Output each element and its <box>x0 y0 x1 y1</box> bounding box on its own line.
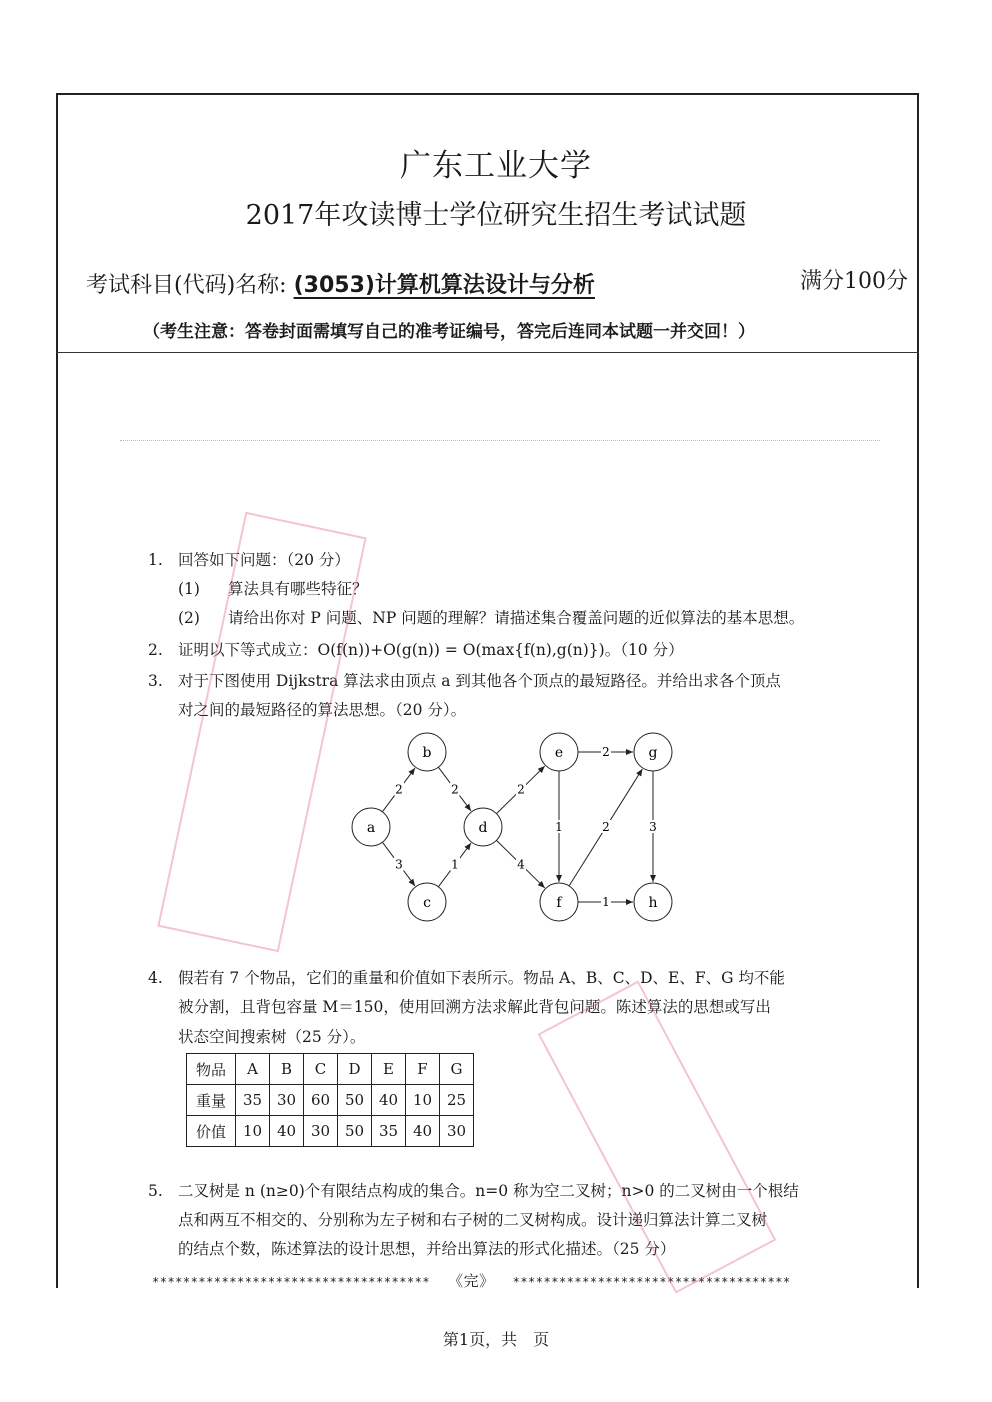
table-row-values <box>187 1116 474 1147</box>
table-cell: 60 <box>304 1085 338 1116</box>
question-text: 证明以下等式成立：O(f(n))+O(g(n)) = O(max{f(n),g(n)})。（10 分） <box>178 641 684 659</box>
question-5-line-3: 的结点个数，陈述算法的设计思想，并给出算法的形式化描述。（25 分） <box>178 1240 676 1258</box>
table-cell: A <box>236 1054 270 1085</box>
edge-weight-label: 2 <box>395 782 403 797</box>
graph-node-label: b <box>422 745 432 761</box>
edge-weight-label: 1 <box>451 857 459 872</box>
full-score: 满分100分 <box>800 269 908 294</box>
table-cell: 10 <box>236 1116 270 1147</box>
sub-number: (1) <box>178 580 200 598</box>
edge-weight-label: 4 <box>517 857 525 872</box>
question-number: 4. <box>148 969 163 987</box>
question-text-line-1: 对于下图使用 Dijkstra 算法求由顶点 a 到其他各个顶点的最短路径。并给出求各个顶点 <box>178 672 781 690</box>
table-cell: 50 <box>338 1116 372 1147</box>
edge-weight-label: 3 <box>395 857 403 872</box>
sub-text: 算法具有哪些特征？ <box>228 580 368 598</box>
table-cell: D <box>338 1054 372 1085</box>
table-cell: 30 <box>304 1116 338 1147</box>
question-3 <box>148 671 781 691</box>
question-text: 回答如下问题：（20 分） <box>178 551 350 569</box>
subject-line <box>86 268 595 299</box>
question-4-line-2: 被分割，且背包容量 M＝150，使用回溯方法求解此背包问题。陈述算法的思想或写出 <box>178 998 771 1016</box>
table-header-cell: 重量 <box>187 1085 236 1116</box>
table-row-weights <box>187 1085 474 1116</box>
edge-weight-label: 1 <box>602 895 610 909</box>
table-cell: 40 <box>270 1116 304 1147</box>
edge-weight-label: 2 <box>602 745 610 759</box>
question-text-line-1: 二叉树是 n (n≥0)个有限结点构成的集合。n=0 称为空二叉树；n>0 的二叉树由一个根结 <box>178 1182 799 1200</box>
sub-number: (2) <box>178 609 200 627</box>
question-1 <box>148 550 350 570</box>
question-1-sub-2 <box>178 608 804 628</box>
table-cell: 40 <box>372 1085 406 1116</box>
table-cell: B <box>270 1054 304 1085</box>
end-marker-line <box>152 1270 791 1291</box>
table-cell: 50 <box>338 1085 372 1116</box>
question-2 <box>148 640 684 660</box>
table-cell: 35 <box>372 1116 406 1147</box>
table-cell: F <box>406 1054 440 1085</box>
school-name: 广东工业大学 <box>400 148 592 184</box>
table-cell: E <box>372 1054 406 1085</box>
table-cell: 10 <box>406 1085 440 1116</box>
exam-notice: （考生注意：答卷封面需填写自己的准考证编号，答完后连同本试题一并交回！） <box>143 322 755 342</box>
sub-text: 请给出你对 P 问题、NP 问题的理解？请描述集合覆盖问题的近似算法的基本思想。 <box>228 609 805 627</box>
graph-node-label: d <box>478 820 488 836</box>
question-text-line-1: 假若有 7 个物品，它们的重量和价值如下表所示。物品 A、B、C、D、E、F、G 均不能 <box>178 969 785 987</box>
table-cell: 30 <box>440 1116 474 1147</box>
edge-weight-label: 2 <box>451 782 459 797</box>
table-header-cell: 价值 <box>187 1116 236 1147</box>
question-4-line-3: 状态空间搜索树（25 分）。 <box>178 1028 366 1046</box>
subject-label: 考试科目(代码)名称: <box>86 273 287 298</box>
question-1-sub-1 <box>178 579 368 599</box>
question-number: 1. <box>148 551 163 569</box>
graph-node-label: g <box>648 745 658 761</box>
end-mark: 《完》 <box>448 1272 495 1290</box>
dijkstra-graph <box>340 728 700 928</box>
stars-left: ************************************ <box>152 1275 431 1289</box>
graph-nodes <box>352 733 672 921</box>
question-4 <box>148 968 785 988</box>
exam-title: 2017年攻读博士学位研究生招生考试试题 <box>245 200 747 231</box>
table-cell: G <box>440 1054 474 1085</box>
knapsack-table <box>186 1053 474 1147</box>
subject-name: (3053)计算机算法设计与分析 <box>293 273 595 298</box>
question-5-line-2: 点和两互不相交的、分别称为左子树和右子树的二叉树构成。设计递归算法计算二叉树 <box>178 1211 768 1229</box>
graph-node-label: h <box>648 895 658 911</box>
table-cell: 40 <box>406 1116 440 1147</box>
graph-node-label: f <box>556 895 562 911</box>
graph-node-label: c <box>423 895 431 911</box>
question-5 <box>148 1181 799 1201</box>
question-number: 3. <box>148 672 163 690</box>
question-number: 5. <box>148 1182 163 1200</box>
table-cell: 30 <box>270 1085 304 1116</box>
table-cell: C <box>304 1054 338 1085</box>
stars-right: ************************************ <box>512 1275 791 1289</box>
graph-node-label: a <box>366 820 376 836</box>
edge-weight-label: 2 <box>517 782 525 797</box>
table-header-cell: 物品 <box>187 1054 236 1085</box>
page-footer: 第1页，共 页 <box>442 1330 550 1349</box>
scan-noise-divider <box>120 440 880 442</box>
table-cell: 25 <box>440 1085 474 1116</box>
header-divider <box>56 352 919 353</box>
question-3-line-2: 对之间的最短路径的算法思想。（20 分）。 <box>178 701 467 719</box>
edge-weight-label: 3 <box>649 820 657 834</box>
edge-weight-label: 2 <box>602 820 610 834</box>
graph-node-label: e <box>554 745 564 761</box>
question-number: 2. <box>148 641 163 659</box>
edge-weight-label: 1 <box>555 820 563 834</box>
table-cell: 35 <box>236 1085 270 1116</box>
table-row-items <box>187 1054 474 1085</box>
